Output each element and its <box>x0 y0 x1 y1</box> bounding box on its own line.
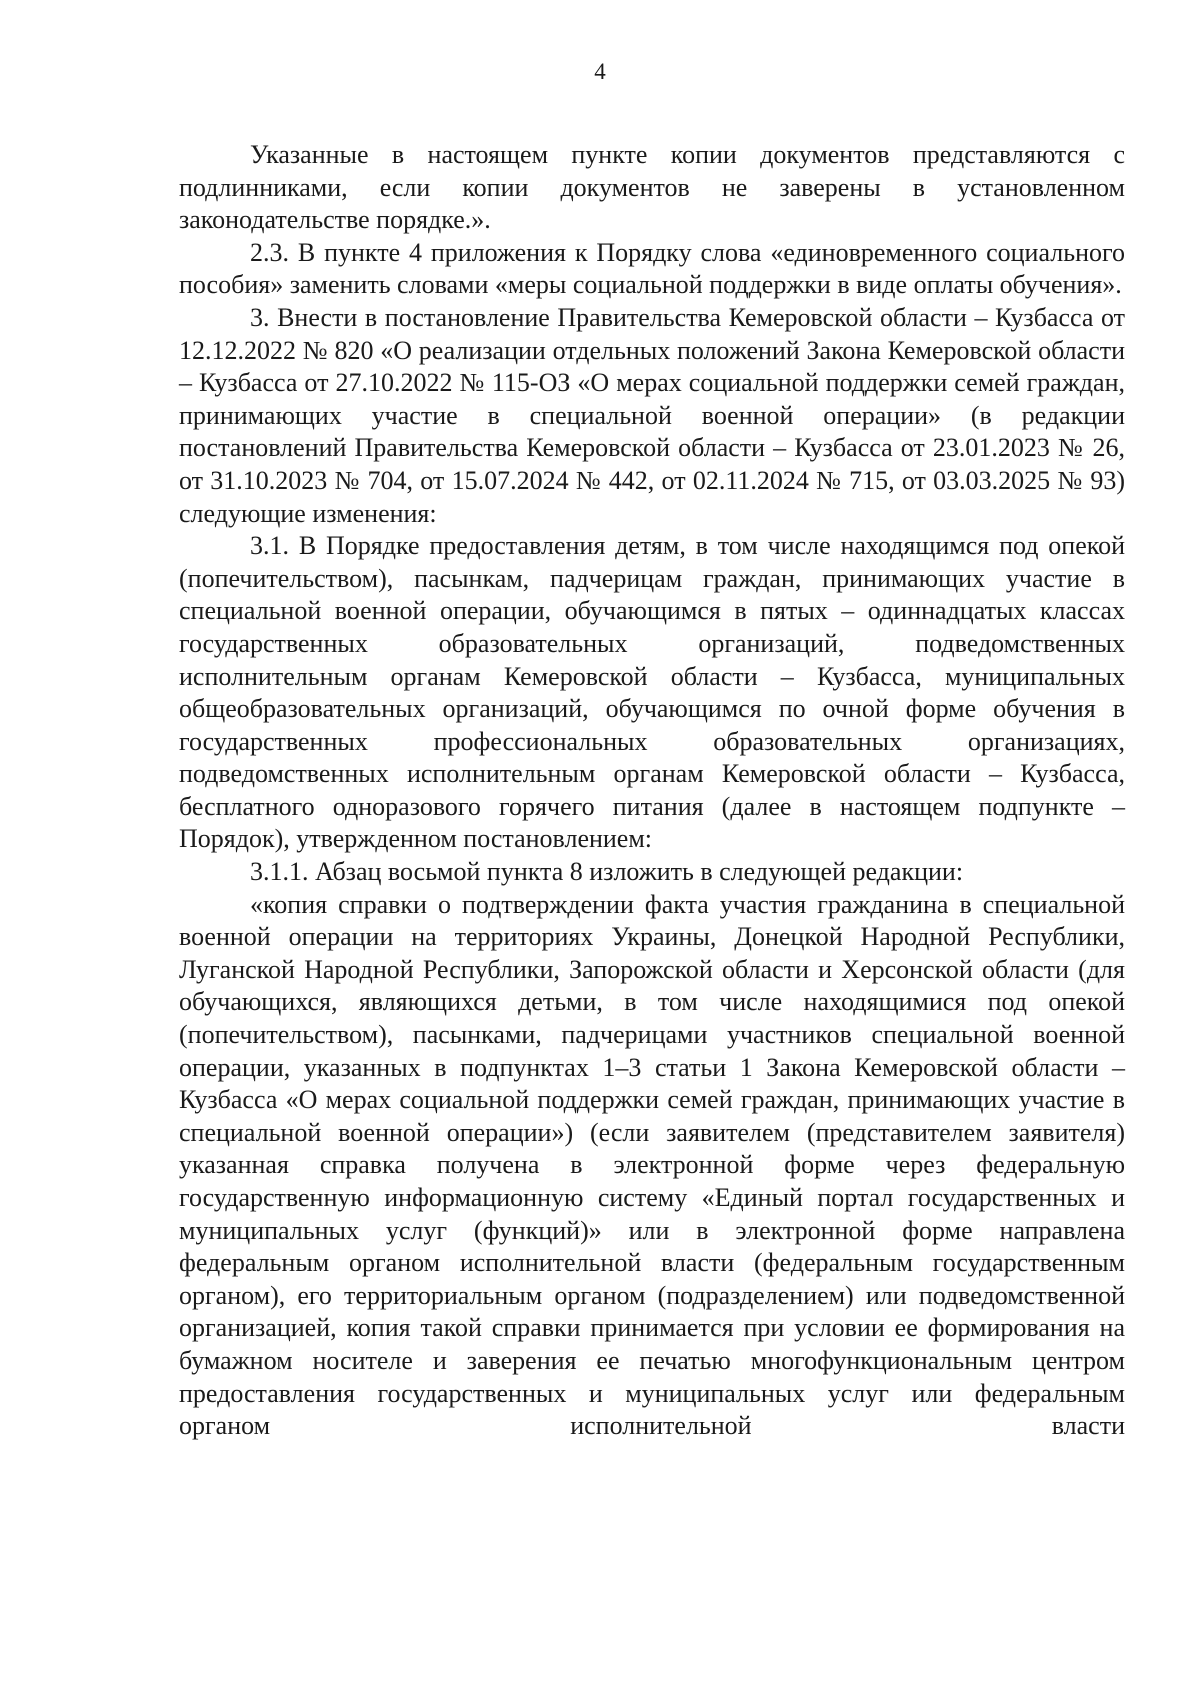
paragraph-3-1-1: 3.1.1. Абзац восьмой пункта 8 изложить в следующей редакции: <box>250 857 964 887</box>
document-body <box>179 139 1125 1443</box>
paragraph-quoted-text: «копия справки о подтверждении факта участия гражданина в специальной военной операции на территориях Украины, Донецкой Народной Республики, Луганской Народной Республики, Запорожской области и Херсонской области (для обучающихся, являющихся детьми, в том числе находящимися под опекой (попечительством), пасынками, падчерицами участников специальной военной операции, указанных в подпунктах 1–3 статьи 1 Закона Кемеровской области – Кузбасса «О мерах социальной поддержки семей граждан, принимающих участие в специальной военной операции») (если заявителем (представителем заявителя) указанная справка получена в электронной форме через федеральную государственную информационную систему «Единый портал государственных и муниципальных услуг (функций)» или в электронной форме направлена федеральным органом исполнительной власти (федеральным государственным органом), его территориальным органом (подразделением) или подведомственной организацией, копия такой справки принимается при условии ее формирования на бумажном носителе и заверения ее печатью многофункциональным центром предоставления государственных и муниципальных услуг или федеральным органом исполнительной власти <box>179 889 1125 1441</box>
paragraph-2-3: 2.3. В пункте 4 приложения к Порядку слова «единовременного социального пособия» заменить словами «меры социальной поддержки в виде оплаты обучения». <box>179 237 1125 300</box>
paragraph-copies-note: Указанные в настоящем пункте копии документов представляются с подлинниками, если копии документов не заверены в установленном законодательстве порядке.». <box>179 140 1125 235</box>
page-number: 4 <box>594 59 606 84</box>
paragraph-3: 3. Внести в постановление Правительства Кемеровской области – Кузбасса от 12.12.2022 № 820 «О реализации отдельных положений Закона Кемеровской области – Кузбасса от 27.10.2022 № 115-ОЗ «О мерах социальной поддержки семей граждан, принимающих участие в специальной военной операции» (в редакции постановлений Правительства Кемеровской области – Кузбасса от 23.01.2023 № 26, от 31.10.2023 № 704, от 15.07.2024 № 442, от 02.11.2024 № 715, от 03.03.2025 № 93) следующие изменения: <box>179 302 1125 528</box>
paragraph-3-1: 3.1. В Порядке предоставления детям, в том числе находящимся под опекой (попечительством), пасынкам, падчерицам граждан, принимающих участие в специальной военной операции, обучающимся в пятых – одиннадцатых классах государственных образовательных организаций, подведомственных исполнительным органам Кемеровской области – Кузбасса, муниципальных общеобразовательных организаций, обучающимся по очной форме обучения в государственных профессиональных образовательных организациях, подведомственных исполнительным органам Кемеровской области – Кузбасса, бесплатного одноразового горячего питания (далее в настоящем подпункте – Порядок), утвержденном постановлением: <box>179 531 1125 854</box>
